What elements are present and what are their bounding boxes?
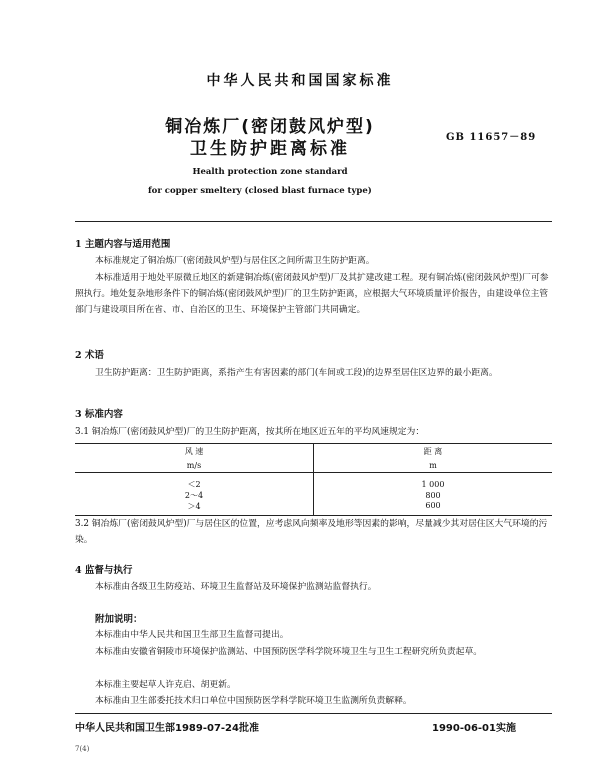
col-unit-distance: m bbox=[429, 460, 437, 470]
section-1-para-2: 本标准适用于地处平原微丘地区的新建铜冶炼(密闭鼓风炉型)厂及其扩建改建工程。现有铜冶炼(密闭鼓风炉型)厂可参照执行。地处复杂地形条件下的铜冶炼(密闭鼓风炉型)厂的卫生防护距离，应根据大气环境质量评价报告，由建设单位主管部门与建设项目所在省、市、自治区的卫生、环境保护主管部门共同确定。 bbox=[75, 273, 549, 315]
wind-speed-cell: 2～4 bbox=[75, 490, 314, 501]
col-header-wind-speed: 风 速 bbox=[75, 444, 314, 459]
appendix-heading: 附加说明： bbox=[95, 614, 143, 625]
header-divider bbox=[75, 221, 552, 222]
standard-title-line2: 卫生防护距离标准 bbox=[190, 139, 350, 159]
clause-3-1: 3.1 铜冶炼厂(密闭鼓风炉型)厂的卫生防护距离，按其所在地区近五年的平均风速规定为： bbox=[75, 427, 425, 437]
appendix-line-3: 本标准主要起草人许克启、胡更新。 bbox=[95, 680, 236, 690]
section-1-heading: 1 主题内容与适用范围 bbox=[75, 239, 171, 250]
table-unit-row bbox=[75, 458, 552, 473]
section-2-para-1: 卫生防护距离：卫生防护距离，系指产生有害因素的部门(车间或工段)的边界至居住区边界的最小距离。 bbox=[95, 368, 498, 378]
section-1-para-1: 本标准规定了铜冶炼厂(密闭鼓风炉型)与居住区之间所需卫生防护距离。 bbox=[95, 256, 375, 266]
standard-title-line1: 铜冶炼厂(密闭鼓风炉型) bbox=[165, 117, 375, 137]
page-number: 7(4) bbox=[75, 745, 90, 753]
section-3-heading: 3 标准内容 bbox=[75, 409, 123, 420]
issuing-org-header: 中华人民共和国国家标准 bbox=[206, 73, 394, 89]
table-row bbox=[75, 479, 552, 490]
wind-speed-distance-table bbox=[75, 443, 552, 516]
appendix-line-1: 本标准由中华人民共和国卫生部卫生监督司提出。 bbox=[95, 630, 289, 640]
table-row bbox=[75, 490, 552, 501]
distance-cell: 800 bbox=[425, 491, 441, 500]
section-4-heading: 4 监督与执行 bbox=[75, 565, 133, 576]
implementation-date: 1990-06-01实施 bbox=[432, 723, 516, 734]
clause-3-2: 3.2 铜冶炼厂(密闭鼓风炉型)厂与居住区的位置，应考虑风向频率及地形等因素的影响，尽量减少其对居住区大气环境的污染。 bbox=[75, 519, 548, 545]
appendix-line-2: 本标准由安徽省铜陵市环境保护监测站、中国预防医学科学院环境卫生与卫生工程研究所负责起草。 bbox=[95, 647, 483, 657]
english-title-line2: for copper smeltery (closed blast furnace type) bbox=[148, 186, 372, 196]
table-row bbox=[75, 501, 552, 516]
wind-speed-cell: ＞4 bbox=[75, 501, 314, 516]
appendix-line-4: 本标准由卫生部委托技术归口单位中国预防医学科学院环境卫生监测所负责解释。 bbox=[95, 696, 412, 706]
section-4-para-1: 本标准由各级卫生防疫站、环境卫生监督站及环境保护监测站监督执行。 bbox=[95, 582, 377, 592]
approval-note: 中华人民共和国卫生部1989-07-24批准 bbox=[75, 723, 259, 734]
wind-speed-cell: ＜2 bbox=[75, 479, 314, 490]
distance-cell: 600 bbox=[425, 501, 441, 510]
standard-code: GB 11657－89 bbox=[446, 132, 537, 143]
footer-divider bbox=[75, 713, 552, 714]
col-header-distance: 距 离 bbox=[423, 446, 443, 456]
english-title-line1: Health protection zone standard bbox=[192, 167, 348, 177]
distance-cell: 1 000 bbox=[421, 480, 445, 489]
col-unit-wind-speed: m/s bbox=[75, 458, 314, 473]
section-2-heading: 2 术语 bbox=[75, 350, 104, 361]
table-header-row bbox=[75, 444, 552, 459]
